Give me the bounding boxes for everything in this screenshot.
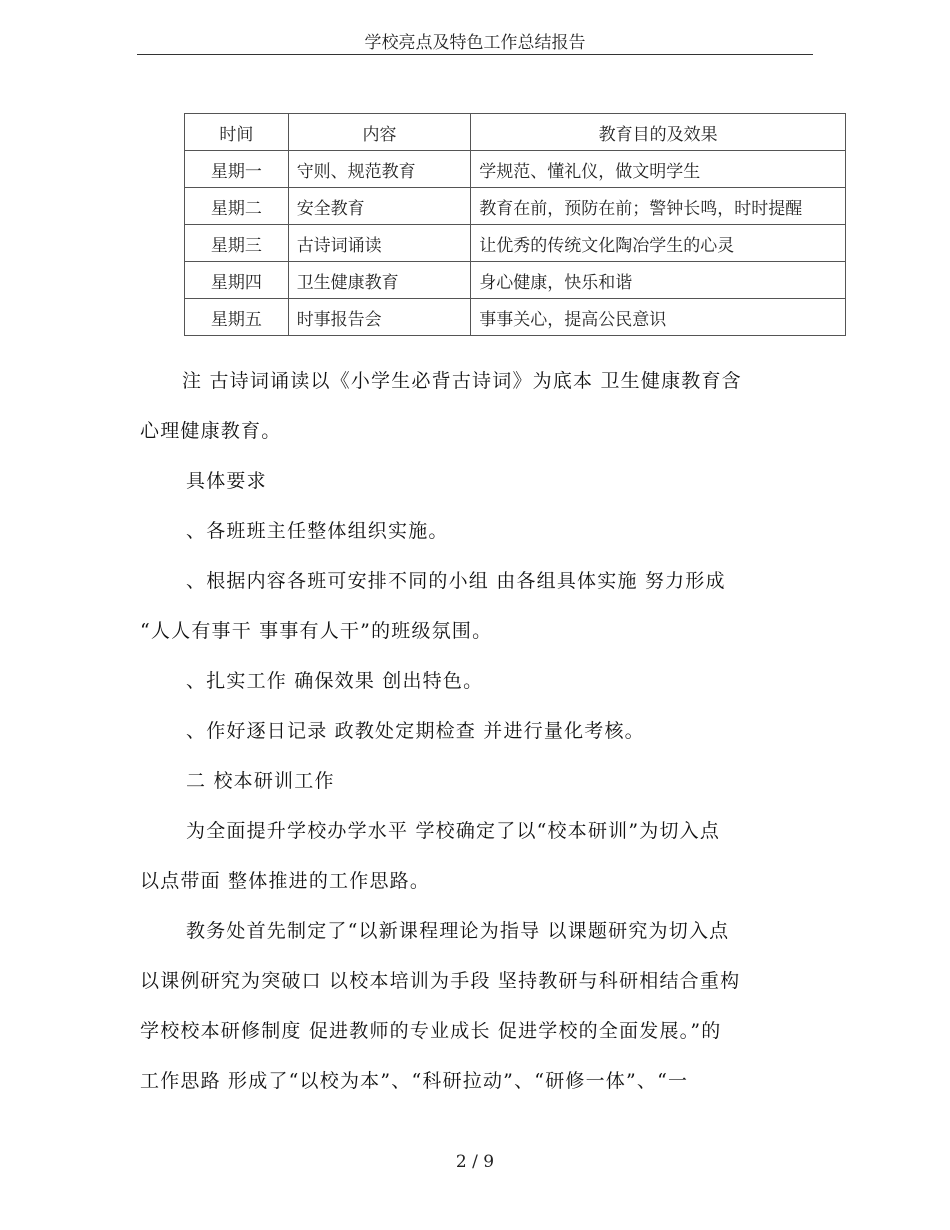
table-cell-content: 安全教育	[288, 188, 471, 225]
table-row	[185, 299, 846, 336]
body-paragraph-cont: 工作思路 形成了“以校为本”、“科研拉动”、“研修一体”、“一	[140, 1070, 689, 1092]
page-header-title: 学校亮点及特色工作总结报告	[364, 33, 586, 53]
header-rule	[137, 54, 813, 55]
requirement-item: 、作好逐日记录 政教处定期检查 并进行量化考核。	[186, 720, 645, 742]
requirement-item: 、根据内容各班可安排不同的小组 由各组具体实施 努力形成	[186, 570, 726, 592]
body-paragraph-cont: 以点带面 整体推进的工作思路。	[140, 870, 431, 892]
table-row	[185, 225, 846, 262]
note-paragraph-cont: 心理健康教育。	[140, 420, 282, 442]
table-cell-goal: 教育在前，预防在前；警钟长鸣，时时提醒	[471, 188, 846, 225]
table-cell-day: 星期五	[185, 299, 289, 336]
requirement-item-cont: “人人有事干 事事有人干”的班级氛围。	[140, 620, 493, 642]
note-paragraph: 注 古诗词诵读以《小学生必背古诗词》为底本 卫生健康教育含	[182, 370, 742, 392]
body-paragraph-cont: 学校校本研修制度 促进教师的专业成长 促进学校的全面发展。”的	[140, 1020, 722, 1042]
table-cell-goal: 事事关心，提高公民意识	[471, 299, 846, 336]
requirement-item: 、各班班主任整体组织实施。	[186, 520, 449, 542]
body-paragraph: 教务处首先制定了“以新课程理论为指导 以课题研究为切入点	[186, 920, 730, 942]
table-row	[185, 151, 846, 188]
table-row	[185, 262, 846, 299]
table-cell-goal: 让优秀的传统文化陶冶学生的心灵	[471, 225, 846, 262]
table-row	[185, 188, 846, 225]
table-cell-day: 星期三	[185, 225, 289, 262]
table-cell-content: 古诗词诵读	[288, 225, 471, 262]
requirement-item: 、扎实工作 确保效果 创出特色。	[186, 670, 484, 692]
body-paragraph: 为全面提升学校办学水平 学校确定了以“校本研训”为切入点	[186, 820, 721, 842]
table-cell-day: 星期四	[185, 262, 289, 299]
table-cell-goal: 身心健康，快乐和谐	[471, 262, 846, 299]
table-cell-goal: 学规范、懂礼仪，做文明学生	[471, 151, 846, 188]
table-header-cell: 时间	[185, 114, 289, 151]
table-header-cell: 内容	[288, 114, 471, 151]
table-cell-content: 时事报告会	[288, 299, 471, 336]
table-cell-content: 守则、规范教育	[288, 151, 471, 188]
body-paragraph-cont: 以课例研究为突破口 以校本培训为手段 坚持教研与科研相结合重构	[140, 970, 741, 992]
document-body	[140, 356, 820, 1106]
requirements-heading: 具体要求	[186, 470, 267, 492]
section-heading: 二 校本研训工作	[186, 770, 335, 792]
weekly-education-table	[184, 113, 846, 336]
table-cell-content: 卫生健康教育	[288, 262, 471, 299]
table-header-cell: 教育目的及效果	[471, 114, 846, 151]
table-cell-day: 星期二	[185, 188, 289, 225]
table-cell-day: 星期一	[185, 151, 289, 188]
page-number: 2 / 9	[455, 1152, 495, 1172]
table-header-row	[185, 114, 846, 151]
